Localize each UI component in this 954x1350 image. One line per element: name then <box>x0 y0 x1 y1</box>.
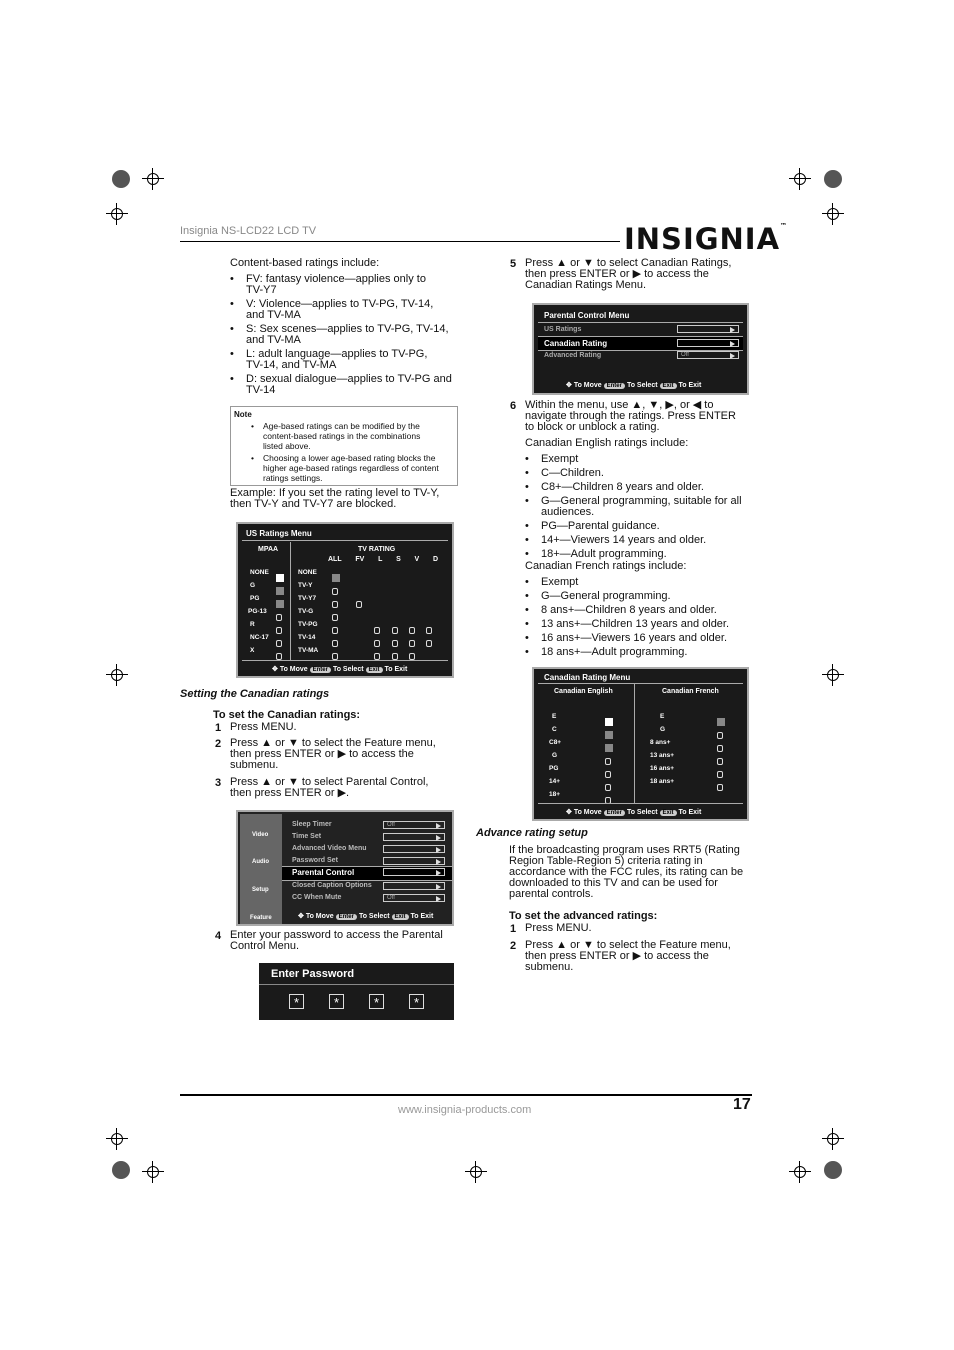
menu-footer: ✥ To Move Enter To Select Exit To Exit <box>272 666 408 673</box>
mpaa-row-label[interactable]: R <box>250 621 255 628</box>
step-text: Press ▲ or ▼ to select the Feature menu, then press ENTER or ▶ to access the submenu. <box>525 939 731 973</box>
step-number: 3 <box>215 777 222 789</box>
unlocked-box <box>717 718 725 726</box>
french-row-label[interactable]: 16 ans+ <box>650 765 675 772</box>
unlocked-box <box>605 744 613 752</box>
registration-dot <box>824 1161 842 1179</box>
tv-all-cell[interactable] <box>332 647 338 665</box>
tv-row-label[interactable]: TV-Y <box>298 582 313 589</box>
lock-icon <box>392 653 398 660</box>
registration-dot <box>112 170 130 188</box>
list-item: • S: Sex scenes—applies to TV-PG, TV-14, and TV-MA <box>230 324 456 346</box>
list-item: • PG—Parental guidance. <box>525 521 751 532</box>
menu-item-time-set[interactable]: Time Set <box>292 833 322 840</box>
value-off: Off <box>681 352 689 358</box>
menu-item-password-set[interactable]: Password Set <box>292 857 338 864</box>
list-item: • 13 ans+—Children 13 years and older. <box>525 619 751 630</box>
english-ratings-list <box>525 454 751 560</box>
subheading: To set the Canadian ratings: <box>213 709 361 721</box>
crop-mark <box>822 203 844 225</box>
note-item: • Age-based ratings can be modified by the content-based ratings in the combinations listed above. <box>251 421 457 451</box>
french-intro: Canadian French ratings include: <box>525 560 687 572</box>
crop-mark <box>106 664 128 686</box>
subheading: To set the advanced ratings: <box>509 910 658 922</box>
divider <box>242 540 448 541</box>
value-bar[interactable] <box>383 894 445 902</box>
divider <box>538 322 743 323</box>
list-item: • V: Violence—applies to TV-PG, TV-14, and TV-MA <box>230 299 456 321</box>
advanced-paragraph: If the broadcasting program uses RRT5 (Rating Region Table-Region 5) criteria rating in accordance with the FCC rules, its rating can be downloaded to this TV and can be used for parental controls. <box>509 844 744 900</box>
unlocked-box <box>605 718 613 726</box>
lock-icon <box>332 640 338 647</box>
unlocked-box <box>332 574 340 582</box>
password-digit[interactable]: * <box>289 994 304 1009</box>
menu-footer: ✥ To Move Enter To Select Exit To Exit <box>566 382 702 389</box>
crop-mark <box>822 664 844 686</box>
divider <box>634 684 635 803</box>
content-ratings-list <box>230 274 456 396</box>
unlocked-box <box>276 574 284 582</box>
list-item: • Exempt <box>525 454 751 465</box>
menu-footer: ✥ To Move Enter To Select Exit To Exit <box>298 913 434 920</box>
list-item: • G—General programming, suitable for all audiences. <box>525 496 751 518</box>
tv-rating-header: TV RATING <box>358 546 396 553</box>
step-number: 2 <box>215 738 222 750</box>
tv-row-label[interactable]: TV-MA <box>298 647 319 654</box>
divider <box>259 984 454 985</box>
menu-item-parental-control[interactable]: Parental Control <box>292 868 355 877</box>
list-item: • G—General programming. <box>525 591 751 602</box>
tv-row-label[interactable]: TV-G <box>298 608 314 615</box>
french-cell[interactable] <box>717 778 723 796</box>
crop-mark <box>142 168 164 190</box>
step-text: Press ▲ or ▼ to select Canadian Ratings, then press ENTER or ▶ to access the Canadian Ratings Menu. <box>525 257 732 291</box>
example-text: Example: If you set the rating level to TV-Y, then TV-Y and TV-Y7 are blocked. <box>230 487 440 510</box>
header-rule <box>180 241 620 242</box>
content-cell[interactable] <box>426 634 432 652</box>
col-label: V <box>414 556 420 563</box>
note-box <box>230 406 458 486</box>
step-text: Within the menu, use ▲, ▼, ▶, or ◀ to navigate through the ratings. Press ENTER to block or unblock a rating. <box>525 399 736 433</box>
col-label: S <box>396 556 401 563</box>
tv-row-label[interactable]: TV-14 <box>298 634 316 641</box>
content-cell[interactable] <box>356 595 362 613</box>
menu-title: Canadian Rating Menu <box>544 673 631 682</box>
lock-icon <box>374 653 380 660</box>
menu-item-us-ratings[interactable]: US Ratings <box>544 326 582 333</box>
col-label: FV <box>355 556 365 563</box>
list-item: • 16 ans+—Viewers 16 years and older. <box>525 633 751 644</box>
lock-icon <box>717 784 723 791</box>
lock-icon <box>276 614 282 621</box>
lock-icon <box>356 601 362 608</box>
tv-row-label[interactable]: TV-PG <box>298 621 318 628</box>
french-row-label[interactable]: 13 ans+ <box>650 752 675 759</box>
step-text: Press ▲ or ▼ to select the Feature menu, then press ENTER or ▶ to access the submenu. <box>230 737 436 771</box>
lock-icon <box>332 588 338 595</box>
mpaa-row-label[interactable]: X <box>250 647 255 654</box>
unlocked-box <box>276 600 284 608</box>
step-number: 1 <box>215 722 222 734</box>
french-ratings-list <box>525 577 751 658</box>
dialog-title: Enter Password <box>271 968 355 980</box>
english-row-label[interactable]: 14+ <box>549 778 561 785</box>
french-row-label[interactable]: G <box>660 726 666 733</box>
crop-mark <box>789 1161 811 1183</box>
step-number: 5 <box>510 258 517 270</box>
value-bar[interactable] <box>383 845 445 853</box>
unlocked-box <box>276 587 284 595</box>
content-cell[interactable] <box>374 647 380 665</box>
enter-password-dialog <box>259 963 454 1020</box>
menu-item-closed-caption-options[interactable]: Closed Caption Options <box>292 882 372 889</box>
french-row-label[interactable]: 18 ans+ <box>650 778 675 785</box>
list-item: • 8 ans+—Children 8 years and older. <box>525 605 751 616</box>
password-digit[interactable]: * <box>369 994 384 1009</box>
list-item: • 14+—Viewers 14 years and older. <box>525 535 751 546</box>
step-number: 2 <box>510 940 517 952</box>
menu-footer: ✥ To Move Enter To Select Exit To Exit <box>566 809 702 816</box>
english-row-label[interactable]: G <box>552 752 558 759</box>
lock-icon <box>409 653 415 660</box>
section-title: Setting the Canadian ratings <box>180 688 330 700</box>
step-text: Press MENU. <box>525 922 592 934</box>
lock-icon <box>426 627 432 634</box>
content-cell[interactable] <box>409 647 415 665</box>
english-row-label[interactable]: E <box>552 713 557 720</box>
value-bar[interactable] <box>383 821 445 829</box>
audio-icon: Audio <box>252 859 269 865</box>
lock-icon <box>605 771 611 778</box>
content-cell[interactable] <box>392 647 398 665</box>
mpaa-row-label[interactable]: PG-13 <box>248 608 267 615</box>
list-item: • L: adult language—applies to TV-PG, TV-14, and TV-MA <box>230 349 456 371</box>
note-title: Note <box>234 410 252 419</box>
registration-dot <box>824 170 842 188</box>
lock-icon <box>717 771 723 778</box>
step-text: Press ▲ or ▼ to select Parental Control, then press ENTER or ▶. <box>230 776 429 799</box>
lock-icon <box>392 627 398 634</box>
step-number: 4 <box>215 930 222 942</box>
list-item: • C—Children. <box>525 468 751 479</box>
insignia-logo: INSIGNIA™ <box>624 222 789 256</box>
french-row-label[interactable]: 8 ans+ <box>650 739 671 746</box>
english-intro: Canadian English ratings include: <box>525 437 689 449</box>
mpaa-row-label[interactable]: G <box>250 582 256 589</box>
value-off: Off <box>387 822 395 828</box>
list-item: • 18 ans+—Adult programming. <box>525 647 751 658</box>
crop-mark <box>789 168 811 190</box>
menu-sidebar <box>240 814 282 924</box>
value-bar[interactable] <box>383 882 445 890</box>
menu-title: US Ratings Menu <box>246 529 312 538</box>
lock-icon <box>332 614 338 621</box>
tv-rating-columns <box>328 556 438 563</box>
tv-row-label[interactable]: TV-Y7 <box>298 595 317 602</box>
menu-item-cc-when-mute[interactable]: CC When Mute <box>292 894 342 901</box>
menu-item-advanced-video-menu[interactable]: Advanced Video Menu <box>292 845 367 852</box>
divider <box>290 542 291 660</box>
lock-icon <box>605 758 611 765</box>
value-bar[interactable] <box>383 868 445 876</box>
lock-icon <box>409 640 415 647</box>
lock-icon <box>409 627 415 634</box>
feature-icon: Feature <box>250 915 272 921</box>
canadian-rating-menu <box>532 667 749 821</box>
list-item: • C8+—Children 8 years and older. <box>525 482 751 493</box>
menu-item-sleep-timer[interactable]: Sleep Timer <box>292 821 332 828</box>
tv-row-label[interactable]: NONE <box>298 569 317 576</box>
note-item: • Choosing a lower age-based rating blocks the higher age-based ratings regardless of content ratings settings. <box>251 453 457 483</box>
list-item: • FV: fantasy violence—applies only to TV-Y7 <box>230 274 456 296</box>
crop-mark <box>106 203 128 225</box>
section-title: Advance rating setup <box>476 827 588 839</box>
lock-icon <box>332 653 338 660</box>
mpaa-row-label[interactable]: NONE <box>250 569 269 576</box>
lock-icon <box>717 758 723 765</box>
lock-icon <box>276 653 282 660</box>
col-label: ALL <box>328 556 342 563</box>
video-icon: Video <box>252 832 269 838</box>
crop-mark <box>822 1128 844 1150</box>
mpaa-header: MPAA <box>258 546 279 553</box>
divider <box>538 683 743 684</box>
menu-item-advanced-rating[interactable]: Advanced Rating <box>544 352 602 359</box>
french-row-label[interactable]: E <box>660 713 665 720</box>
password-digit[interactable]: * <box>329 994 344 1009</box>
lock-icon <box>374 640 380 647</box>
mpaa-row-label[interactable]: PG <box>250 595 260 602</box>
lock-icon <box>332 627 338 634</box>
feature-menu <box>236 810 454 926</box>
lock-icon <box>605 784 611 791</box>
step-number: 1 <box>510 923 517 935</box>
menu-item-canadian-rating[interactable]: Canadian Rating <box>544 339 608 348</box>
step-text: Press MENU. <box>230 721 297 733</box>
footer-rule <box>180 1094 752 1096</box>
col-label: L <box>378 556 383 563</box>
lock-icon <box>276 640 282 647</box>
parental-control-menu <box>532 303 749 395</box>
mpaa-row-label[interactable]: NC-17 <box>250 634 269 641</box>
list-item: • Exempt <box>525 577 751 588</box>
footer-url: www.insignia-products.com <box>398 1104 532 1116</box>
setup-icon: Setup <box>252 887 269 893</box>
divider <box>538 803 743 804</box>
value-bar[interactable] <box>383 857 445 865</box>
english-cell[interactable] <box>605 791 611 809</box>
crop-mark <box>142 1161 164 1183</box>
list-item: • 18+—Adult programming. <box>525 549 751 560</box>
page-number: 17 <box>733 1096 751 1113</box>
lock-icon <box>276 627 282 634</box>
divider <box>242 660 448 661</box>
password-digit[interactable]: * <box>409 994 424 1009</box>
english-row-label[interactable]: PG <box>549 765 559 772</box>
english-row-label[interactable]: 18+ <box>549 791 561 798</box>
us-ratings-menu <box>236 522 454 678</box>
lock-icon <box>332 601 338 608</box>
col-label: D <box>432 556 438 563</box>
step-text: Enter your password to access the Parental Control Menu. <box>230 929 443 952</box>
value-bar[interactable] <box>383 833 445 841</box>
english-row-label[interactable]: C <box>552 726 557 733</box>
lock-icon <box>426 640 432 647</box>
lock-icon <box>392 640 398 647</box>
value-off: Off <box>387 895 395 901</box>
lock-icon <box>717 732 723 739</box>
english-row-label[interactable]: C8+ <box>549 739 562 746</box>
lock-icon <box>374 627 380 634</box>
intro-text: Content-based ratings include: <box>230 257 380 269</box>
crop-mark <box>465 1161 487 1183</box>
mpaa-cell[interactable] <box>276 647 282 665</box>
canadian-english-header: Canadian English <box>554 688 613 695</box>
crop-mark <box>106 1128 128 1150</box>
list-item: • D: sexual dialogue—applies to TV-PG and TV-14 <box>230 374 456 396</box>
step-number: 6 <box>510 400 517 412</box>
header-title: Insignia NS-LCD22 LCD TV <box>180 225 317 237</box>
canadian-french-header: Canadian French <box>662 688 719 695</box>
menu-title: Parental Control Menu <box>544 311 630 320</box>
unlocked-box <box>605 731 613 739</box>
registration-dot <box>112 1161 130 1179</box>
lock-icon <box>717 745 723 752</box>
